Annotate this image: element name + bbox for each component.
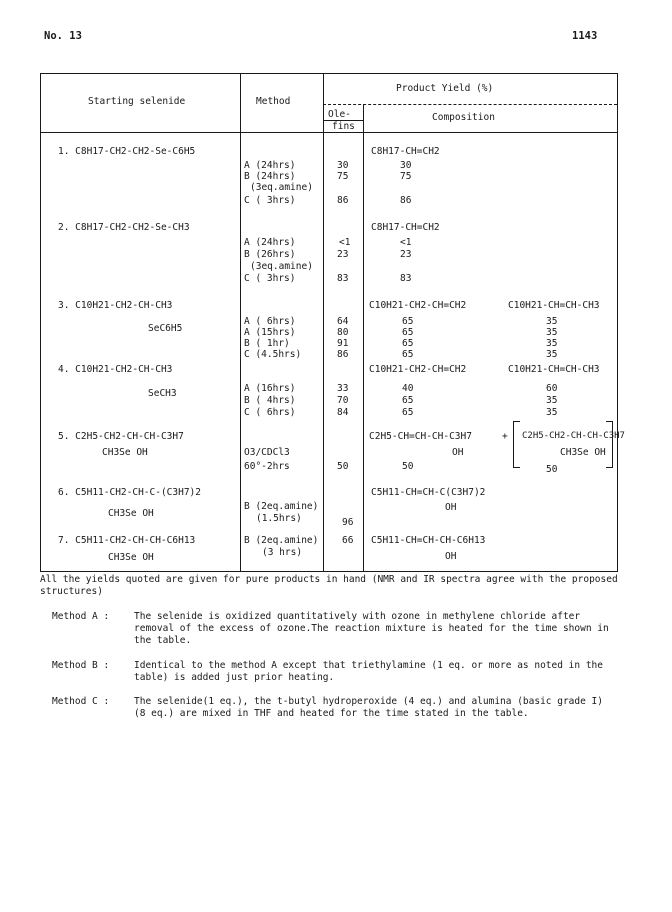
product-formula: C10H21-CH=CH-CH3 <box>508 300 600 311</box>
header-starting-selenide: Starting selenide <box>88 96 186 107</box>
method-cell: 60°-2hrs <box>244 461 290 472</box>
yield-note: All the yields quoted are given for pure products in hand (NMR and IR spectra agree with the proposed structures) <box>40 574 618 597</box>
method-cell: A (24hrs) <box>244 237 296 248</box>
method-cell: B (2eq.amine) <box>244 501 319 512</box>
composition-value: 35 <box>546 338 558 349</box>
composition-value: <1 <box>400 237 412 248</box>
method-cell: A (15hrs) <box>244 327 296 338</box>
method-cell: C (4.5hrs) <box>244 349 302 360</box>
method-c-label: Method C : <box>52 696 110 707</box>
product-formula: C8H17-CH=CH2 <box>371 222 440 233</box>
method-a-text: The selenide is oxidized quantitatively with ozone in methylene chloride after removal of the excess of ozone.The reaction mixture is heated for the time shown in the table. <box>134 611 609 646</box>
selenide-substituent: CH3Se OH <box>108 508 154 519</box>
composition-value: 60 <box>546 383 558 394</box>
composition-value: 50 <box>402 461 414 472</box>
selenide-substituent: CH3Se OH <box>102 447 148 458</box>
method-cell: B (24hrs) <box>244 171 296 182</box>
header-composition: Composition <box>432 112 495 123</box>
method-cell: (3eq.amine) <box>250 261 313 272</box>
selenide-substituent: CH3Se OH <box>108 552 154 563</box>
selenide-formula: 5. C2H5-CH2-CH-CH-C3H7 <box>58 431 184 442</box>
method-cell: B (26hrs) <box>244 249 296 260</box>
header-method: Method <box>256 96 291 107</box>
header-olefins-line1: Ole- <box>328 109 351 120</box>
olefin-yield: 64 <box>337 316 349 327</box>
method-b-text: Identical to the method A except that triethylamine (1 eq. or more as noted in the table) is added just prior heating. <box>134 660 603 683</box>
table-top-rule <box>40 73 618 74</box>
olefin-yield: 83 <box>337 273 349 284</box>
product-substituent: CH3Se OH <box>560 447 606 458</box>
product-formula: C8H17-CH=CH2 <box>371 146 440 157</box>
olefin-yield: 86 <box>337 195 349 206</box>
olefin-yield: 70 <box>337 395 349 406</box>
method-cell: B (2eq.amine) <box>244 535 319 546</box>
product-substituent: OH <box>452 447 464 458</box>
product-formula: C2H5-CH=CH-CH-C3H7 <box>369 431 472 442</box>
composition-value: 65 <box>402 395 414 406</box>
olefin-yield: 84 <box>337 407 349 418</box>
product-formula: C10H21-CH=CH-CH3 <box>508 364 600 375</box>
composition-value: 50 <box>546 464 558 475</box>
product-substituent: OH <box>445 502 457 513</box>
selenide-formula: 4. C10H21-CH2-CH-CH3 <box>58 364 173 375</box>
yield-subheader-rule <box>323 104 617 105</box>
composition-value: 65 <box>402 407 414 418</box>
composition-value: 40 <box>402 383 414 394</box>
composition-value: 30 <box>400 160 412 171</box>
olefin-yield: 30 <box>337 160 349 171</box>
selenide-formula: 3. C10H21-CH2-CH-CH3 <box>58 300 173 311</box>
olefin-yield: 33 <box>337 383 349 394</box>
header-olefins-line2: fins <box>332 121 355 132</box>
method-c-text: The selenide(1 eq.), the t-butyl hydroperoxide (4 eq.) and alumina (basic grade I) (8 eq.) are mixed in THF and heated for the time stated in the table. <box>134 696 603 719</box>
table-bottom-rule <box>40 571 618 572</box>
composition-value: 65 <box>402 327 414 338</box>
olefin-yield: <1 <box>339 237 351 248</box>
product-formula: C2H5-CH2-CH-CH-C3H7 <box>522 431 625 441</box>
plus-sign: + <box>502 431 508 442</box>
composition-value: 75 <box>400 171 412 182</box>
header-product-yield: Product Yield (%) <box>396 83 494 94</box>
composition-value: 23 <box>400 249 412 260</box>
selenide-substituent: SeC6H5 <box>148 323 183 334</box>
composition-value: 86 <box>400 195 412 206</box>
method-cell: A (24hrs) <box>244 160 296 171</box>
method-cell: C ( 6hrs) <box>244 407 296 418</box>
table-right-edge <box>617 73 618 571</box>
product-formula: C10H21-CH2-CH=CH2 <box>369 300 467 311</box>
table-left-edge <box>40 73 41 571</box>
composition-value: 35 <box>546 327 558 338</box>
product-formula: C5H11-CH=CH-CH-C6H13 <box>371 535 486 546</box>
selenide-formula: 7. C5H11-CH2-CH-CH-C6H13 <box>58 535 196 546</box>
product-formula: C5H11-CH=CH-C(C3H7)2 <box>371 487 486 498</box>
method-cell: (1.5hrs) <box>256 513 302 524</box>
olefin-yield: 86 <box>337 349 349 360</box>
selenide-formula: 1. C8H17-CH2-CH2-Se-C6H5 <box>58 146 196 157</box>
composition-column-divider <box>363 104 364 571</box>
olefin-yield: 50 <box>337 461 349 472</box>
composition-value: 35 <box>546 407 558 418</box>
issue-number: No. 13 <box>44 30 82 42</box>
method-cell: B ( 4hrs) <box>244 395 296 406</box>
product-formula: C10H21-CH2-CH=CH2 <box>369 364 467 375</box>
composition-value: 35 <box>546 395 558 406</box>
bracket-right <box>606 421 613 468</box>
composition-value: 65 <box>402 338 414 349</box>
olefin-yield: 96 <box>342 517 354 528</box>
method-cell: B ( 1hr) <box>244 338 290 349</box>
method-cell: A ( 6hrs) <box>244 316 296 327</box>
composition-value: 83 <box>400 273 412 284</box>
selenide-formula: 6. C5H11-CH2-CH-C-(C3H7)2 <box>58 487 201 498</box>
olefin-yield: 23 <box>337 249 349 260</box>
bracket-left <box>513 421 520 468</box>
olefin-yield: 80 <box>337 327 349 338</box>
method-column-divider <box>240 73 241 571</box>
selenide-formula: 2. C8H17-CH2-CH2-Se-CH3 <box>58 222 190 233</box>
olefin-yield: 91 <box>337 338 349 349</box>
method-cell: O3/CDCl3 <box>244 447 290 458</box>
method-cell: C ( 3hrs) <box>244 195 296 206</box>
method-cell: (3eq.amine) <box>250 182 313 193</box>
composition-value: 65 <box>402 316 414 327</box>
olefin-yield: 66 <box>342 535 354 546</box>
selenide-substituent: SeCH3 <box>148 388 177 399</box>
olefins-column-divider <box>323 73 324 571</box>
composition-value: 35 <box>546 349 558 360</box>
method-cell: A (16hrs) <box>244 383 296 394</box>
method-cell: C ( 3hrs) <box>244 273 296 284</box>
product-substituent: OH <box>445 551 457 562</box>
olefin-yield: 75 <box>337 171 349 182</box>
composition-value: 35 <box>546 316 558 327</box>
method-a-label: Method A : <box>52 611 110 622</box>
page-number: 1143 <box>572 30 598 42</box>
method-b-label: Method B : <box>52 660 110 671</box>
composition-value: 65 <box>402 349 414 360</box>
method-cell: (3 hrs) <box>262 547 303 558</box>
table-header-rule <box>40 132 618 133</box>
